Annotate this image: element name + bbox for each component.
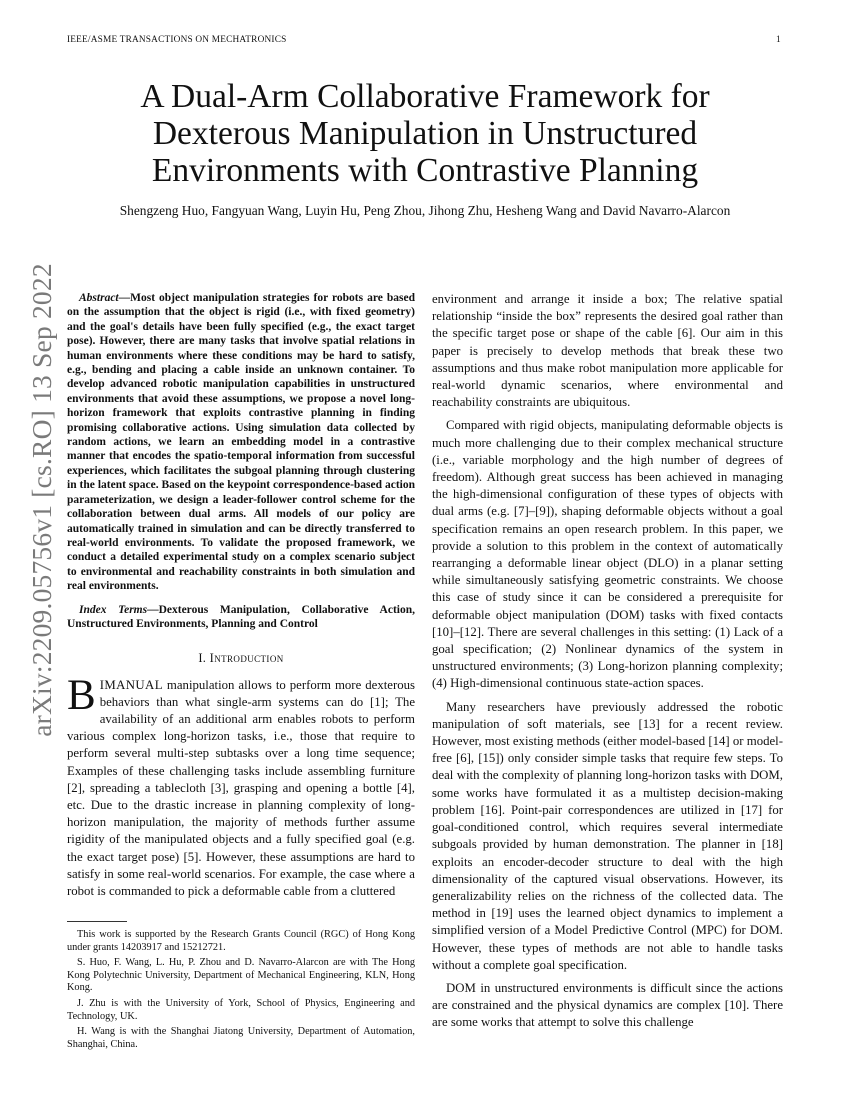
- index-terms-lead: Index Terms: [79, 603, 148, 616]
- left-column: [67, 291, 415, 900]
- arxiv-stamp-text: arXiv:2209.05756v1 [cs.RO] 13 Sep 2022: [26, 263, 57, 737]
- intro-paragraph-3: Many researchers have previously addressed the robotic manipulation of soft materials, see [13] for a recent review. However, most existing methods (either model-based [14] or model-free [6], [15]) only consider simple tasks that require few steps. To deal with the complexity of planning long-horizon tasks with DOM, some works have formulated it as a multistep decision-making problem [16]. Point-pair correspondences are utilized in [17] for goal-conditioned control, which requires several intermediate subgoals provided by human demonstration. The planner in [18] exploits an encoder-decoder structure to deal with the high dimensionality of the captured visual observations. However, its generalizability relies on the richness of the collected data. The method in [19] uses the learned object dynamics to implement a simplified version of a Model Predictive Control (MPC) for DOM. However, these types of methods are not able to handle tasks without a complete goal specification.: [432, 699, 783, 972]
- index-terms: [67, 603, 415, 632]
- author-list: Shengzeng Huo, Fangyuan Wang, Luyin Hu, Peng Zhou, Jihong Zhu, Hesheng Wang and David Navarro-Alarcon: [119, 203, 731, 218]
- intro-paragraph-1-continued: environment and arrange it inside a box; The relative spatial relationship “inside the box” represents the desired goal rather than the specific target pose or shape of the cable [6]. Our aim in this paper is precisely to develop methods that break these two assumptions and thus make robot manipulation more applicable for real-world dynamic scenarios, where environmental and reachability constraints are ubiquitous.: [432, 292, 783, 410]
- journal-header: IEEE/ASME TRANSACTIONS ON MECHATRONICS: [67, 35, 287, 45]
- footnote-affiliation-sjtu: H. Wang is with the Shanghai Jiatong University, Department of Automation, Shanghai, China.: [67, 1026, 415, 1050]
- section-number: I.: [198, 651, 207, 666]
- title-line-2: Dexterous Manipulation in Unstructured: [152, 115, 698, 152]
- index-terms-text: —Dexterous Manipulation, Collaborative Action, Unstructured Environments, Planning and Control: [67, 603, 415, 630]
- footnote-affiliation-york: J. Zhu is with the University of York, School of Physics, Engineering and Technology, UK.: [67, 997, 415, 1022]
- footnote-funding: This work is supported by the Research Grants Council (RGC) of Hong Kong under grants 14203917 and 15212721.: [67, 929, 415, 953]
- page-number: 1: [776, 35, 781, 45]
- arxiv-stamp: [22, 263, 62, 737]
- drop-cap-word: IMANUAL: [99, 677, 163, 692]
- intro-paragraph-1-text: manipulation allows to perform more dexterous behaviors than what single-arm systems can do [1]; The availability of an additional arm enables robots to perform various complex long-horizon tasks, i.e., those that require to perform several multi-step subtasks over a long time sequence; Examples of these challenging tasks include assembling furniture [2], spreading a tablecloth [3], grasping and opening a bottle [4], etc. Due to the drastic increase in planning complexity of long-horizon manipulation, the majority of methods further assume rigidity of the manipulated objects and a fully specified goal (e.g. the exact target pose) [5]. However, these assumptions are hard to satisfy in some real-world scenarios. For example, the case where a robot is commanded to pick a deformable cable from a cluttered: [67, 677, 415, 898]
- section-title: Introduction: [209, 651, 284, 666]
- abstract: [67, 291, 415, 594]
- footnote-affiliation-polyu: S. Huo, F. Wang, L. Hu, P. Zhou and D. Navarro-Alarcon are with The Hong Kong Polytechnic University, Department of Mechanical Engineering, KLN, Hong Kong.: [67, 957, 415, 994]
- abstract-text: —Most object manipulation strategies for robots are based on the assumption that the object is rigid (i.e., with fixed geometry) and the goal's details have been fully specified (e.g., the exact target pose). However, there are many tasks that involve spatial relations in human environments where these conditions may be hard to satisfy, e.g., bending and placing a cable inside an unknown container. To develop advanced robotic manipulation capabilities in unstructured environments that avoid these assumptions, we propose a novel long-horizon framework that exploits contrastive planning in finding promising collaborative actions. Using simulation data collected by random actions, we learn an embedding model in a contrastive manner that encodes the spatio-temporal information from successful experiences, which facilitates the subgoal planning through clustering in the latent space. Based on the keypoint correspondence-based action parameterization, we design a leader-follower control scheme for the collaboration between dual arms. All models of our policy are automatically trained in simulation and can be directly transferred to real-world environments. To validate the proposed framework, we conduct a detailed experimental study on a complex scenario subject to environmental and reachability constraints in both simulation and real environments.: [67, 292, 415, 593]
- section-heading-introduction: [67, 650, 415, 667]
- title-line-1: A Dual-Arm Collaborative Framework for: [140, 78, 710, 115]
- intro-paragraph-2: Compared with rigid objects, manipulating deformable objects is much more challenging due to their complex mechanical structure (i.e., variable morphology and the high number of degrees of freedom). Although great success has been achieved in managing the high-dimensional configuration of these types of objects with dual arms (e.g. [7]–[9]), shaping deformable objects without a goal specification remains an open research problem. In this paper, we provide a solution to this problem in the context of automatically rearranging a deformable linear object (DLO) in a planar setting while simultaneously satisfying geometric constraints. We choose this case of study since it can be considered a prerequisite for deformable object manipulation (DOM) tasks with fixed contacts [10]–[12]. There are several challenges in this setting: (1) Lack of a goal specification; (2) Nonlinear dynamics of the system in unstructured environments; (3) Long-horizon planning complexity; (4) High-dimensional continuous state-action spaces.: [432, 418, 783, 691]
- abstract-lead: Abstract: [79, 292, 119, 304]
- footnote-rule: [67, 921, 127, 922]
- footnotes: [67, 929, 415, 1054]
- intro-paragraph-1: [67, 671, 415, 901]
- intro-paragraph-4: DOM in unstructured environments is difficult since the actions are constrained and the physical dynamics are complex [10]. There are some works that attempt to solve this challenge: [432, 980, 783, 1030]
- paper-title: [80, 78, 770, 189]
- right-column: [432, 291, 783, 1032]
- drop-cap: B: [67, 671, 96, 719]
- title-line-3: Environments with Contrastive Planning: [151, 152, 699, 189]
